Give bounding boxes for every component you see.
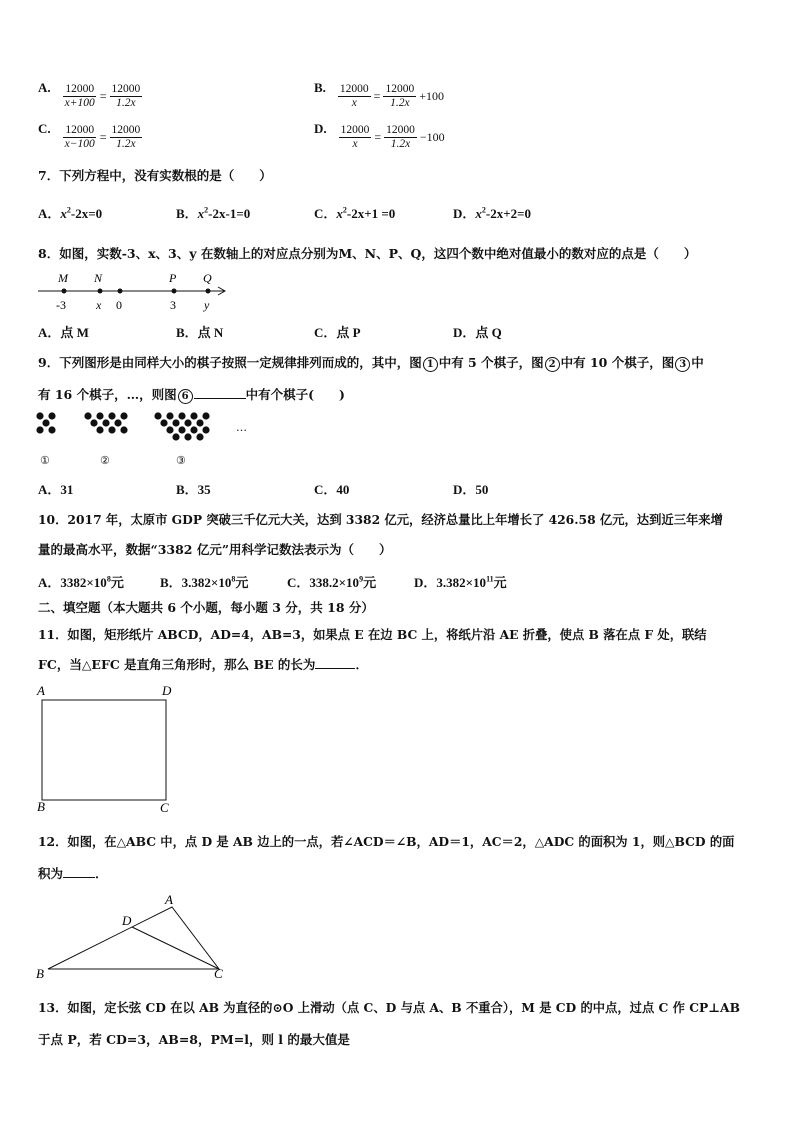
point-p: [172, 289, 177, 294]
fraction: $\frac{12000}{x}$: [339, 83, 369, 110]
label-3: 3: [170, 298, 176, 312]
equals-sign: =: [374, 130, 382, 145]
label-y: y: [204, 298, 210, 312]
q7-option-c[interactable]: C．$x^2-2x+1 =0$: [314, 205, 396, 221]
section-heading: 二、填空题（本大题共 6 个小题，每小题 3 分，共 18 分）: [38, 600, 374, 615]
ellipsis: …: [236, 421, 247, 434]
point-zero: [118, 289, 123, 294]
triangle-abc: [48, 907, 219, 969]
equation: $\frac{12000}{x}$ = $\frac{12000}{1.2x}$ −100: [340, 124, 445, 151]
q13-line1: 13．如图，定长弦 CD 在以 AB 为直径的⊙O 上滑动（点 C、D 与点 A、B 不重合），M 是 CD 的中点，过点 C 作 CP⊥AB: [38, 1000, 740, 1015]
q8-option-b[interactable]: B．点 N: [176, 325, 224, 340]
point-q: [206, 289, 211, 294]
equals-sign: =: [373, 89, 381, 104]
label-neg3: -3: [56, 298, 66, 312]
q11-line1: 11．如图，矩形纸片 ABCD，AD=4，AB=3，如果点 E 在边 BC 上，将纸片沿 AE 折叠，使点 B 落在点 F 处，联结: [38, 627, 707, 642]
q7-stem: 7．下列方程中，没有实数根的是（ ）: [38, 168, 272, 183]
q8-option-d[interactable]: D．点 Q: [453, 325, 502, 340]
answer-blank[interactable]: [194, 398, 246, 399]
q9-option-a[interactable]: A．31: [38, 482, 74, 497]
q7-option-d[interactable]: D．$x^2-2x+2=0$: [453, 205, 532, 221]
figure-2-stones: [84, 412, 127, 433]
point-n: [98, 289, 103, 294]
vertex-a: A: [37, 683, 45, 698]
vertex-c: C: [214, 966, 223, 981]
label-n: N: [94, 271, 103, 285]
fraction: $\frac{12000}{x+100}$: [64, 83, 95, 110]
answer-blank[interactable]: [63, 877, 95, 878]
vertex-a: A: [165, 892, 173, 907]
circled-number: 2: [545, 357, 560, 372]
number-line-figure: [34, 268, 234, 314]
point-m: [62, 289, 67, 294]
fraction: $\frac{12000}{x-100}$: [64, 124, 95, 151]
q10-stem-line1: 10．2017 年，太原市 GDP 突破三千亿元大关，达到 3382 亿元，经济总量比上年增长了 426.58 亿元，达到近三年来增: [38, 512, 723, 527]
q9-option-b[interactable]: B．35: [176, 482, 211, 497]
circled-number: 3: [675, 357, 690, 372]
fraction: $\frac{12000}{1.2x}$: [386, 124, 415, 151]
q6-option-d[interactable]: [314, 121, 445, 151]
option-label: B.: [314, 80, 326, 95]
fraction: $\frac{12000}{1.2x}$: [385, 83, 415, 110]
q10-option-c[interactable]: C．$338.2\times 10^9$元: [287, 574, 377, 590]
option-label: C.: [38, 121, 51, 136]
vertex-d: D: [122, 913, 132, 928]
option-label: A.: [38, 80, 51, 95]
figure-1-stones: [36, 412, 55, 433]
segment-cd: [132, 927, 219, 969]
label-q: Q: [203, 271, 212, 285]
vertex-d: D: [162, 683, 172, 698]
rectangle-figure: [34, 682, 184, 817]
vertex-b: B: [36, 966, 44, 981]
answer-blank[interactable]: [315, 668, 355, 669]
equals-sign: =: [99, 130, 107, 145]
q10-option-a[interactable]: A．$3382\times 10^8$元: [38, 574, 124, 590]
q6-option-b[interactable]: [314, 80, 444, 110]
label-x: x: [96, 298, 102, 312]
option-label: D.: [314, 121, 327, 136]
q9-stem-line2: 有 16 个棋子，…，则图 6 中有个棋子( ): [38, 387, 345, 402]
q8-stem: 8．如图，实数-3、x、3、y 在数轴上的对应点分别为M、N、P、Q，这四个数中绝对值最小的数对应的点是（ ）: [38, 246, 697, 261]
label-p: P: [169, 271, 177, 285]
q12-line1: 12．如图，在△ABC 中，点 D 是 AB 边上的一点，若∠ACD＝∠B，AD＝1，AC＝2，△ADC 的面积为 1，则△BCD 的面: [38, 834, 735, 849]
figure-label-1: ①: [40, 454, 50, 467]
q9-stem-line1: 9．下列图形是由同样大小的棋子按照一定规律排列而成的，其中，图 1 中有 5 个棋子，图 2 中有 10 个棋子，图 3 中: [38, 355, 704, 370]
q13-line2: 于点 P，若 CD=3，AB=8，PM=l，则 l 的最大值是: [38, 1032, 350, 1047]
q7-option-b[interactable]: B．$x^2-2x-1=0$: [176, 205, 251, 221]
q9-option-c[interactable]: C．40: [314, 482, 350, 497]
label-zero: 0: [116, 298, 122, 312]
q11-line2: FC，当△EFC 是直角三角形时，那么 BE 的长为 ．: [38, 657, 368, 672]
q6-option-a[interactable]: [38, 80, 145, 110]
q10-option-b[interactable]: B．$3.382\times 10^8$元: [160, 574, 249, 590]
equation: [63, 83, 146, 110]
q7-option-a[interactable]: A．$x^2-2x=0$: [38, 205, 103, 221]
equation: [63, 124, 146, 151]
q10-option-d[interactable]: D．$3.382\times 10^{11}$元: [414, 574, 507, 590]
q10-stem-line2: 量的最高水平，数据“3382 亿元”用科学记数法表示为（ ）: [38, 542, 392, 557]
circled-number: 6: [178, 389, 193, 404]
circled-number: 1: [423, 357, 438, 372]
label-m: M: [58, 271, 68, 285]
equals-sign: =: [99, 89, 107, 104]
fraction: $\frac{12000}{x}$: [340, 124, 370, 151]
figure-3-stones: [154, 412, 209, 440]
triangle-figure: [34, 892, 234, 984]
fraction: $\frac{12000}{1.2x}$: [111, 124, 141, 151]
figure-label-3: ③: [176, 454, 186, 467]
equation: $\frac{12000}{x}$ = $\frac{12000}{1.2x}$ +100: [339, 83, 444, 110]
fraction: $\frac{12000}{1.2x}$: [111, 83, 141, 110]
rectangle-abcd: [42, 700, 166, 800]
q9-option-d[interactable]: D．50: [453, 482, 489, 497]
q6-option-c[interactable]: [38, 121, 145, 151]
stone-pattern-figure: [34, 410, 224, 446]
q12-line2: 积为 ．: [38, 866, 108, 881]
q8-option-c[interactable]: C．点 P: [314, 325, 361, 340]
figure-label-2: ②: [100, 454, 110, 467]
vertex-c: C: [160, 800, 169, 815]
q8-option-a[interactable]: A．点 M: [38, 325, 89, 340]
vertex-b: B: [37, 799, 45, 814]
